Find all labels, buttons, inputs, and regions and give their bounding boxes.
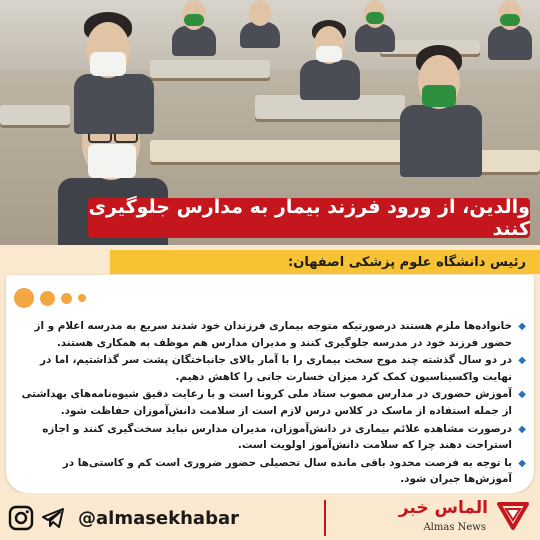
photo-desk xyxy=(150,60,270,78)
social-handle-text: @almasekhabar xyxy=(78,507,239,529)
bullet-icon: ◆ xyxy=(518,389,526,401)
subheading-bar xyxy=(110,250,540,274)
decorative-dots xyxy=(14,286,86,310)
list-item: ◆ آموزش حضوری در مدارس مصوب ستاد ملی کرونا است و با رعایت دقیق شیوه‌نامه‌های بهداشتی از جمله استفاده از ماسک در کلاس درس لازم است از سلامت دانش‌آموزان حفاظت شود. xyxy=(21,388,526,417)
footer-divider xyxy=(324,500,326,536)
brand-name-en: Almas News xyxy=(423,522,486,533)
photo-student xyxy=(240,0,280,48)
photo-student xyxy=(355,0,395,50)
photo-student xyxy=(70,12,150,122)
list-item: ◆ با توجه به فرصت محدود باقی مانده سال تحصیلی حضور ضروری است کم و کاستی‌ها در آموزش‌ها جبران شود. xyxy=(62,456,526,486)
photo-desk xyxy=(150,140,410,162)
dot-icon xyxy=(14,288,34,308)
brand-block[interactable] xyxy=(382,496,532,538)
bullet-icon: ◆ xyxy=(518,321,526,332)
almas-diamond-logo-icon xyxy=(496,500,530,532)
list-item: ◆ در دو سال گذشته چند موج سخت بیماری را با آمار بالای جانباختگان پشت سر گذاشتیم، اما در نهایت واکسیناسیون کمک کرد میزان خسارت جانی را کاهش دهیم. xyxy=(40,354,526,383)
brand-name-fa: الماس خبر xyxy=(398,498,488,518)
bullet-list xyxy=(18,318,526,489)
dot-icon xyxy=(40,291,55,306)
dot-icon xyxy=(78,294,86,302)
bullet-icon: ◆ xyxy=(518,457,526,469)
telegram-icon[interactable] xyxy=(40,505,66,531)
headline-banner xyxy=(88,198,530,238)
instagram-icon[interactable] xyxy=(8,505,34,531)
photo-student xyxy=(300,20,360,100)
bullet-icon: ◆ xyxy=(518,423,526,435)
bullet-icon: ◆ xyxy=(518,355,526,367)
dot-icon xyxy=(61,293,72,304)
photo-student xyxy=(488,0,532,60)
headline-text: والدین، از ورود فرزند بیمار به مدارس جلوگیری کنند xyxy=(88,196,530,240)
list-item: ◆ خانواده‌ها ملزم هستند درصورتیکه متوجه بیماری فرزندان خود شدند سریع به مدرسه اعلام و از حضور فرزند خود در مدرسه جلوگیری کنند و مدیران مدارس هم موظف به همکاری هستند. xyxy=(34,320,526,349)
photo-student xyxy=(172,0,216,54)
subheading-text: رئیس دانشگاه علوم پزشکی اصفهان: xyxy=(288,254,526,270)
photo-student xyxy=(400,45,480,175)
list-item: ◆ درصورت مشاهده علائم بیماری در دانش‌آموزان، مدیران مدارس نباید سخت‌گیری کنند و اجازه استراحت دهند چرا که سلامت دانش‌آموز اولویت است. xyxy=(42,422,526,452)
social-handle[interactable] xyxy=(8,503,239,533)
